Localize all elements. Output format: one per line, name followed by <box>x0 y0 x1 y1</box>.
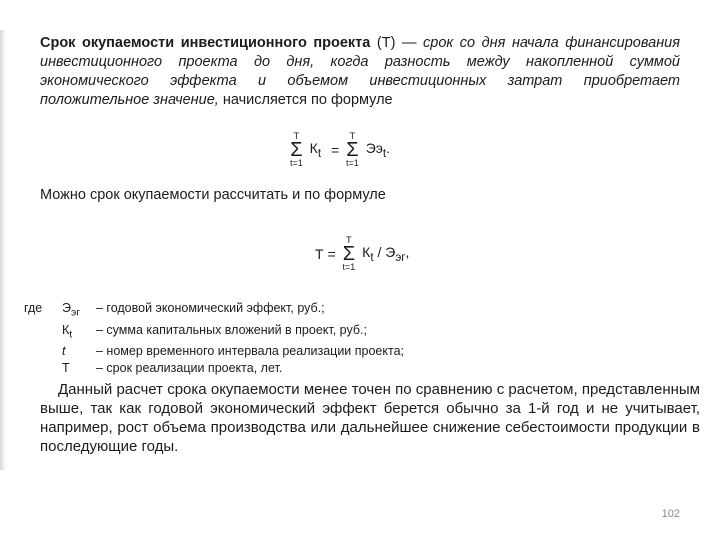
definition-text: – срок реализации проекта, лет. <box>96 361 283 375</box>
sigma-icon: Σ <box>290 139 303 161</box>
sum2-lower-limit: t=1 <box>342 262 356 272</box>
sum-upper-limit-right: Т <box>349 131 356 141</box>
definition-text: – номер временного интервала реализации проекта; <box>96 344 405 358</box>
formula-payback-ratio <box>312 236 412 272</box>
conclusion-paragraph: Данный расчет срока окупаемости менее точен по сравнению с расчетом, представленным выше, так как годовой экономический эффект берется обычно за 1-й год и не учитывает, например, рост объема производства или дальнейшее снижение себестоимости продукции в последующие годы. <box>40 381 700 455</box>
alternative-formula-intro: Можно срок окупаемости рассчитать и по формуле <box>40 187 386 203</box>
definition-row <box>24 360 484 377</box>
formula2-body: $К_t / Э_{эг}$, <box>362 244 410 264</box>
definition-text: – годовой экономический эффект, руб.; <box>96 301 325 315</box>
definition-symbol: t <box>62 344 66 358</box>
definition-row <box>24 322 484 344</box>
formula-equals: = <box>330 142 340 158</box>
definition-symbol: Т <box>62 361 70 375</box>
definition-text: – сумма капитальных вложений в проект, руб.; <box>96 322 367 337</box>
sum-operator-right <box>346 132 359 168</box>
sum2-upper-limit: Т <box>346 235 352 245</box>
definition-symbol: $К_t$ <box>62 322 73 340</box>
sum-operator-left <box>290 132 303 168</box>
definition-row <box>24 343 484 360</box>
formula-rhs: $Ээ_t$. <box>365 140 391 160</box>
definition-paragraph <box>40 34 680 110</box>
page-number: 102 <box>661 508 680 520</box>
formula2-lhs: Т = <box>315 246 336 262</box>
definition-row <box>24 300 484 322</box>
variable-definitions <box>24 300 484 377</box>
definitions-lead: где <box>24 301 43 315</box>
definition-tail: начисляется по формуле <box>218 92 393 108</box>
sum-lower-limit-right: t=1 <box>346 158 359 168</box>
sum-operator <box>343 236 356 272</box>
formula-sum-equality <box>290 132 393 168</box>
term-text: Срок окупаемости инвестиционного проекта <box>40 35 371 51</box>
term-symbol: (Т) <box>376 35 396 51</box>
sum-upper-limit: Т <box>293 131 300 141</box>
sigma-icon: Σ <box>346 139 359 161</box>
definition-symbol: $Э_{эг}$ <box>62 301 81 319</box>
sigma-icon: Σ <box>342 243 356 265</box>
sum-lower-limit: t=1 <box>290 158 303 168</box>
formula-lhs: $К_t$ <box>309 140 322 160</box>
term-dash: — <box>395 35 424 51</box>
definition-text: срок со дня начала финансирования инвестиционного проекта до дня, когда разность между накопленной суммой экономического эффекта и объемом инвестиционных затрат приобретает положительное значение, <box>40 35 680 108</box>
scan-edge-shadow <box>0 30 6 470</box>
